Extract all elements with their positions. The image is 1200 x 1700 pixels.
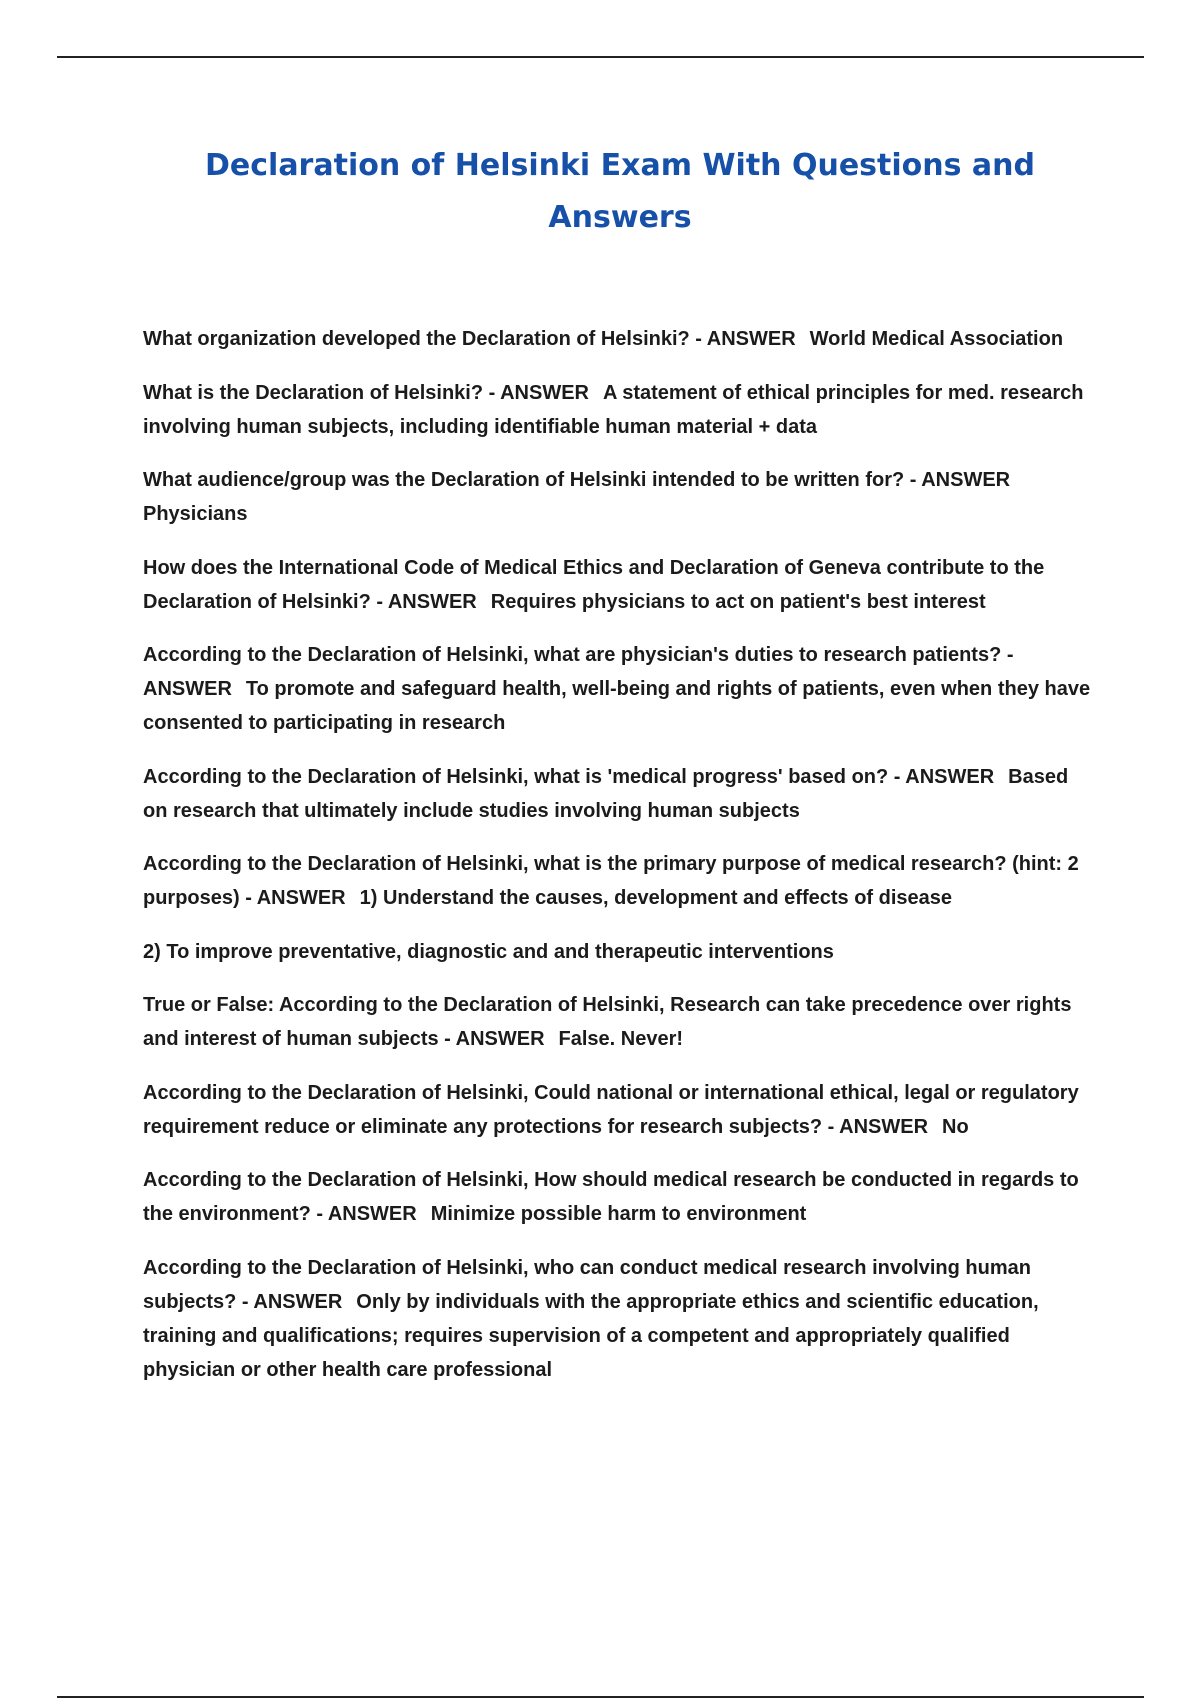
qa-item-continuation [143,935,1098,969]
question-text: According to the Declaration of Helsinki, what are physician's duties to research patients? - ANSWER [143,644,1014,700]
qa-item [143,1076,1098,1144]
answer-text: Minimize possible harm to environment [430,1203,807,1225]
qa-item [143,1163,1098,1231]
answer-text: 1) Understand the causes, development and effects of disease [359,887,953,909]
qa-item [143,1251,1098,1387]
qa-item [143,760,1098,828]
answer-text: False. Never! [558,1028,684,1050]
answer-text: To promote and safeguard health, well-being and rights of patients, even when they have consented to participating in research [143,678,1091,734]
page-title: Declaration of Helsinki Exam With Questions and Answers [205,148,1035,235]
qa-item [143,638,1098,740]
qa-item [143,847,1098,915]
top-divider [57,56,1144,58]
answer-text: Requires physicians to act on patient's best interest [490,590,986,613]
question-text: What is the Declaration of Helsinki? - ANSWER [143,381,589,404]
answer-text: No [942,1115,969,1138]
answer-text: A statement of ethical principles for med. research involving human subjects, including identifiable human material + data [143,381,1084,438]
question-text: According to the Declaration of Helsinki, How should medical research be conducted in regards to the environment? - ANSWER [143,1169,1079,1225]
question-text: What organization developed the Declaration of Helsinki? - ANSWER [143,328,796,350]
answer-text: Physicians [143,503,248,525]
answer-text: Only by individuals with the appropriate ethics and scientific education, training and qualifications; requires supervision of a competent and appropriately qualified physician or other health care professional [143,1290,1039,1381]
answer-text: World Medical Association [809,328,1064,350]
question-text: True or False: According to the Declaration of Helsinki, Research can take precedence over rights and interest of human subjects - ANSWER [143,994,1072,1050]
answer-text: Based on research that ultimately include studies involving human subjects [143,765,1069,822]
question-text: According to the Declaration of Helsinki, what is the primary purpose of medical research? (hint: 2 purposes) - ANSWER [143,853,1079,909]
qa-item [143,322,1098,356]
question-text: How does the International Code of Medical Ethics and Declaration of Geneva contribute to the Declaration of Helsinki? - ANSWER [143,556,1045,613]
question-text: According to the Declaration of Helsinki, Could national or international ethical, legal or regulatory requirement reduce or eliminate any protections for research subjects? - ANSWER [143,1081,1079,1138]
bottom-divider [57,1696,1144,1698]
question-text: What audience/group was the Declaration of Helsinki intended to be written for? - ANSWER [143,469,1011,491]
qa-item [143,551,1098,619]
answer-text: 2) To improve preventative, diagnostic and and therapeutic interventions [143,940,834,963]
qa-item [143,988,1098,1056]
question-text: According to the Declaration of Helsinki, who can conduct medical research involving human subjects? - ANSWER [143,1256,1031,1313]
question-text: According to the Declaration of Helsinki, what is 'medical progress' based on? - ANSWER [143,765,995,788]
qa-item [143,376,1098,444]
qa-item [143,463,1098,531]
qa-list [143,322,1098,1406]
